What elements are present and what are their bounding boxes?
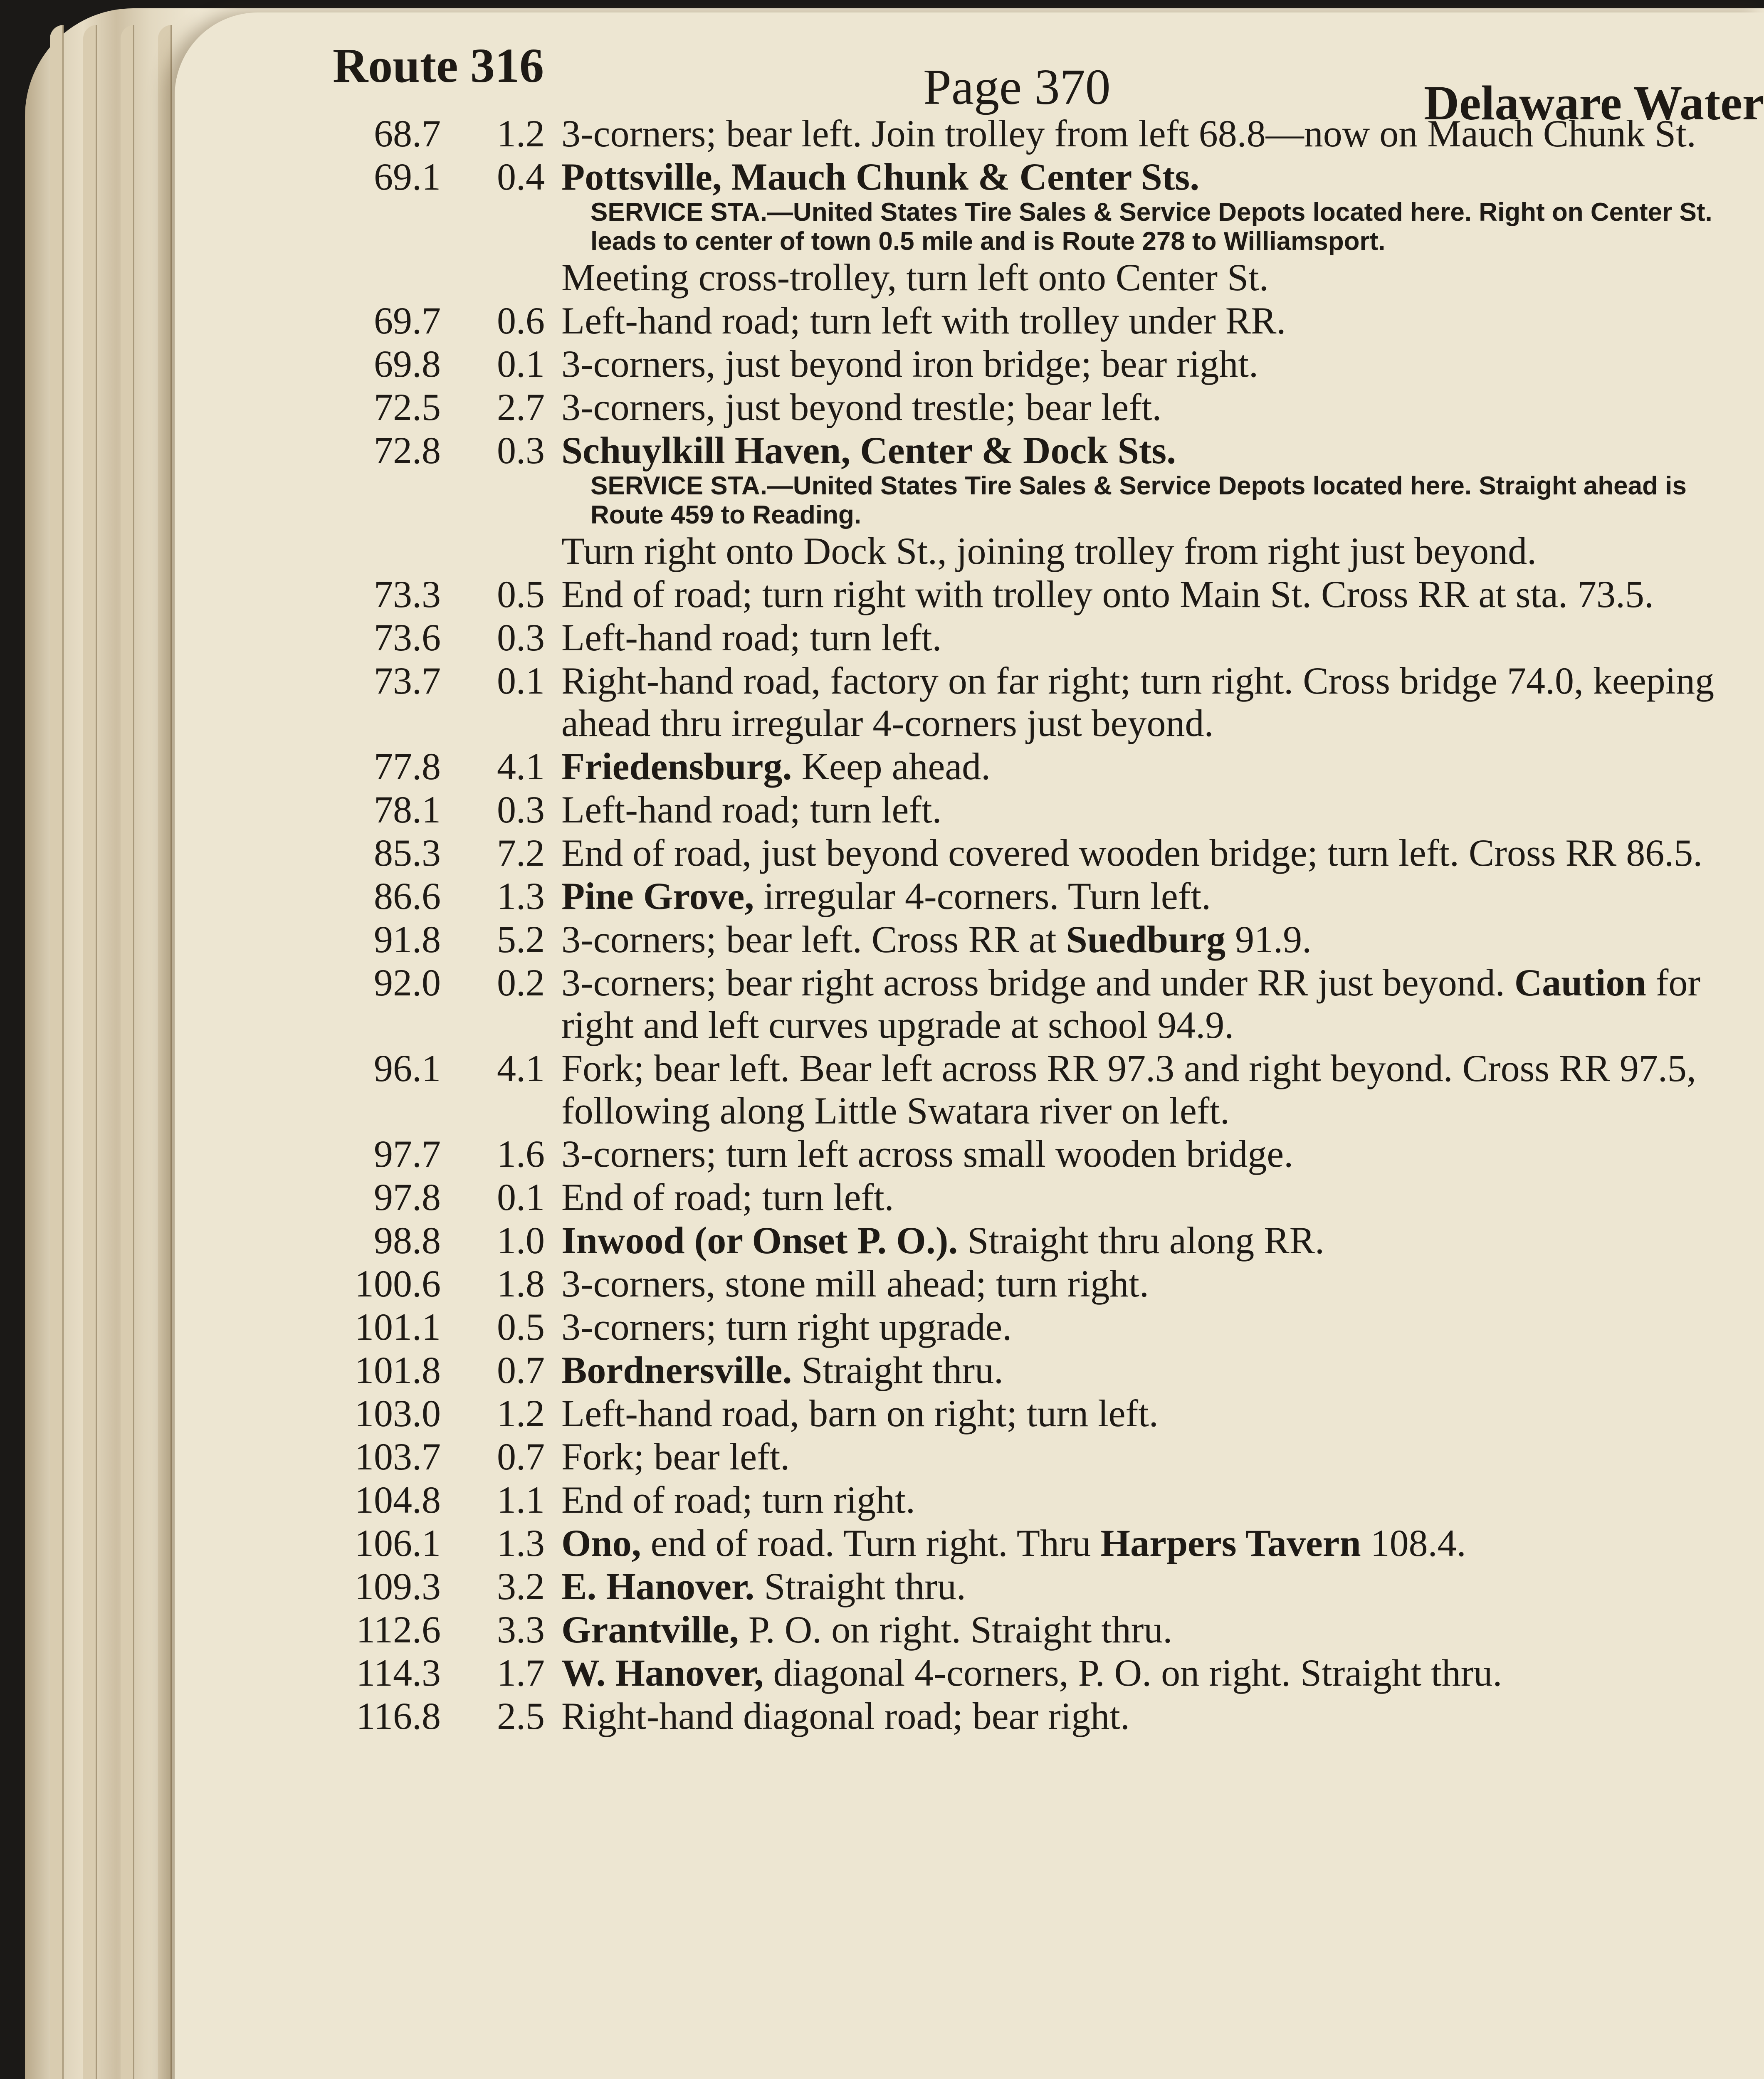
leg-distance: 1.0 (497, 1219, 545, 1262)
direction-fragment: Straight thru along RR. (958, 1219, 1324, 1262)
direction-fragment: irregular 4-corners. Turn left. (754, 875, 1211, 917)
route-entry (175, 1176, 1764, 1218)
service-station-label: SERVICE STA.— (590, 198, 793, 227)
leg-distance: 2.7 (497, 386, 545, 428)
route-entry (175, 1047, 1764, 1132)
mileage: 114.3 (356, 1652, 441, 1694)
route-entry (175, 1262, 1764, 1305)
direction-text (561, 343, 1742, 385)
leg-distance: 1.3 (497, 875, 545, 917)
direction-fragment: 3-corners, just beyond trestle; bear left. (561, 386, 1162, 428)
direction-fragment: Straight thru. (754, 1565, 966, 1607)
page-number: Page 370 (923, 59, 1111, 115)
direction-fragment: Fork; bear left. (561, 1435, 790, 1478)
leg-distance: 1.1 (497, 1479, 545, 1521)
mileage: 97.7 (374, 1133, 441, 1175)
place-name: Suedburg (1066, 918, 1226, 960)
direction-fragment: End of road, just beyond covered wooden bridge; turn left. Cross RR 86.5. (561, 832, 1703, 874)
direction-fragment: Right-hand diagonal road; bear right. (561, 1695, 1130, 1737)
direction-fragment: 91.9. (1225, 918, 1312, 960)
place-name: E. Hanover. (561, 1565, 755, 1607)
leg-distance: 0.2 (497, 961, 545, 1004)
route-entry (175, 156, 1764, 299)
route-entry (175, 299, 1764, 342)
mileage: 85.3 (374, 832, 441, 874)
direction-fragment: 3-corners; bear right across bridge and under RR just beyond. (561, 961, 1514, 1004)
direction-continuation: Turn right onto Dock St., joining trolley from right just beyond. (561, 530, 1537, 572)
route-entry (175, 659, 1764, 744)
direction-fragment: Left-hand road, barn on right; turn left. (561, 1392, 1159, 1435)
book-page (175, 12, 1764, 2079)
leg-distance: 0.7 (497, 1435, 545, 1478)
direction-fragment: Left-hand road; turn left with trolley under RR. (561, 299, 1286, 342)
direction-fragment: Right-hand road, factory on far right; turn right. Cross bridge 74.0, keeping ahead thru irregular 4-corners just beyond. (561, 659, 1715, 744)
leg-distance: 7.2 (497, 832, 545, 874)
route-number: Route 316 (333, 38, 544, 93)
place-name: Ono, (561, 1522, 641, 1564)
direction-fragment: End of road; turn right with trolley onto Main St. Cross RR at sta. 73.5. (561, 573, 1654, 615)
route-entry (175, 918, 1764, 960)
leg-distance: 0.4 (497, 156, 545, 198)
direction-fragment: 3-corners; turn left across small wooden bridge. (561, 1133, 1294, 1175)
service-station-label: SERVICE STA.— (590, 472, 793, 500)
page-leaf (83, 25, 97, 2079)
direction-text (561, 918, 1742, 960)
place-name: Grantville, (561, 1608, 739, 1651)
mileage: 116.8 (356, 1695, 441, 1737)
direction-text (561, 156, 1742, 198)
service-station-text: United States Tire Sales & Service Depots located here. Straight ahead is Route 459 to Reading. (590, 472, 1687, 529)
direction-fragment: Left-hand road; turn left. (561, 788, 942, 831)
mileage: 96.1 (374, 1047, 441, 1089)
direction-text (561, 1392, 1742, 1435)
direction-text (561, 745, 1742, 788)
mileage: 91.8 (374, 918, 441, 960)
leg-distance: 0.1 (497, 1176, 545, 1218)
mileage: 69.7 (374, 299, 441, 342)
mileage: 73.7 (374, 659, 441, 702)
mileage: 112.6 (356, 1608, 441, 1651)
direction-fragment: end of road. Turn right. Thru (641, 1522, 1101, 1564)
leg-distance: 0.3 (497, 788, 545, 831)
page-leaf (158, 25, 172, 2079)
direction-text (561, 1695, 1742, 1737)
mileage: 69.1 (374, 156, 441, 198)
leg-distance: 0.5 (497, 573, 545, 615)
route-entry (175, 1652, 1764, 1694)
place-name: Harpers Tavern (1100, 1522, 1361, 1564)
route-entry (175, 1349, 1764, 1391)
direction-text (561, 832, 1742, 874)
route-entry (175, 1306, 1764, 1348)
leg-distance: 0.6 (497, 299, 545, 342)
mileage: 109.3 (355, 1565, 441, 1607)
direction-text (561, 1349, 1742, 1391)
route-entry (175, 1695, 1764, 1737)
leg-distance: 0.3 (497, 429, 545, 472)
direction-text (561, 659, 1742, 744)
mileage: 104.8 (355, 1479, 441, 1521)
direction-fragment: diagonal 4-corners, P. O. on right. Straight thru. (763, 1652, 1502, 1694)
route-entry (175, 1565, 1764, 1607)
direction-fragment: P. O. on right. Straight thru. (739, 1608, 1173, 1651)
route-entry (175, 573, 1764, 615)
direction-fragment: for right and left curves upgrade at school 94.9. (561, 961, 1700, 1046)
leg-distance: 3.3 (497, 1608, 545, 1651)
direction-fragment: Left-hand road; turn left. (561, 616, 942, 659)
mileage: 73.3 (374, 573, 441, 615)
direction-text (561, 616, 1742, 659)
mileage: 68.7 (374, 112, 441, 155)
route-entry (175, 1608, 1764, 1651)
page-header (175, 29, 1764, 130)
route-entry (175, 1133, 1764, 1175)
place-name: Friedensburg. (561, 745, 792, 788)
mileage: 86.6 (374, 875, 441, 917)
place-name: Inwood (or Onset P. O.). (561, 1219, 958, 1262)
place-name: W. Hanover, (561, 1652, 764, 1694)
direction-fragment: End of road; turn left. (561, 1176, 894, 1218)
mileage: 101.1 (355, 1306, 441, 1348)
route-entry (175, 429, 1764, 572)
direction-continuation: Meeting cross-trolley, turn left onto Center St. (561, 256, 1269, 299)
direction-text (561, 1219, 1742, 1262)
direction-fragment: End of road; turn right. (561, 1479, 915, 1521)
direction-text (561, 1435, 1742, 1478)
direction-fragment: 3-corners, just beyond iron bridge; bear right. (561, 343, 1258, 385)
leg-distance: 1.3 (497, 1522, 545, 1564)
direction-text (561, 1047, 1742, 1132)
direction-text (561, 1262, 1742, 1305)
service-station-note (590, 198, 1751, 256)
direction-text (561, 112, 1742, 155)
route-entry (175, 1392, 1764, 1435)
direction-fragment: 3-corners; turn right upgrade. (561, 1306, 1012, 1348)
section-title: Delaware Water (1423, 76, 1764, 130)
leg-distance: 0.1 (497, 659, 545, 702)
route-entry (175, 1219, 1764, 1262)
mileage: 72.8 (374, 429, 441, 472)
leg-distance: 0.5 (497, 1306, 545, 1348)
mileage: 97.8 (374, 1176, 441, 1218)
route-entry (175, 386, 1764, 428)
route-entry (175, 1522, 1764, 1564)
route-entry (175, 616, 1764, 659)
leg-distance: 4.1 (497, 1047, 545, 1089)
route-entry (175, 961, 1764, 1046)
route-entry (175, 1435, 1764, 1478)
mileage: 72.5 (374, 386, 441, 428)
service-station-text: United States Tire Sales & Service Depots located here. Right on Center St. leads to center of town 0.5 mile and is Route 278 to Williamsport. (590, 198, 1712, 256)
mileage: 78.1 (374, 788, 441, 831)
leg-distance: 1.2 (497, 1392, 545, 1435)
route-directions (175, 112, 1764, 1738)
route-entry (175, 745, 1764, 788)
direction-text (561, 429, 1742, 472)
place-name: Bordnersville. (561, 1349, 792, 1391)
direction-fragment: Keep ahead. (792, 745, 991, 788)
direction-fragment: 3-corners, stone mill ahead; turn right. (561, 1262, 1149, 1305)
place-name: Schuylkill Haven, Center & Dock Sts. (561, 429, 1176, 472)
leg-distance: 0.7 (497, 1349, 545, 1391)
route-entry (175, 343, 1764, 385)
direction-text (561, 1608, 1742, 1651)
leg-distance: 2.5 (497, 1695, 545, 1737)
direction-fragment: Straight thru. (792, 1349, 1004, 1391)
mileage: 103.7 (355, 1435, 441, 1478)
leg-distance: 0.3 (497, 616, 545, 659)
direction-text (561, 788, 1742, 831)
direction-fragment: 3-corners; bear left. Cross RR at (561, 918, 1066, 960)
place-name: Pine Grove, (561, 875, 754, 917)
mileage: 77.8 (374, 745, 441, 788)
leg-distance: 1.7 (497, 1652, 545, 1694)
mileage: 69.8 (374, 343, 441, 385)
direction-text (561, 1306, 1742, 1348)
direction-text (561, 875, 1742, 917)
leg-distance: 3.2 (497, 1565, 545, 1607)
direction-fragment: 3-corners; bear left. Join trolley from left 68.8—now on Mauch Chunk St. (561, 112, 1696, 155)
route-entry (175, 788, 1764, 831)
page-leaf (50, 25, 64, 2079)
leg-distance: 1.8 (497, 1262, 545, 1305)
direction-text (561, 1522, 1742, 1564)
place-name: Caution (1514, 961, 1646, 1004)
page-leaf (121, 25, 134, 2079)
place-name: Pottsville, Mauch Chunk & Center Sts. (561, 156, 1200, 198)
direction-fragment: 108.4. (1361, 1522, 1466, 1564)
route-entry (175, 112, 1764, 155)
direction-text (561, 1479, 1742, 1521)
leg-distance: 5.2 (497, 918, 545, 960)
mileage: 106.1 (355, 1522, 441, 1564)
leg-distance: 1.2 (497, 112, 545, 155)
direction-text (561, 1652, 1742, 1694)
direction-text (561, 1565, 1742, 1607)
direction-text (561, 1133, 1742, 1175)
direction-fragment: Fork; bear left. Bear left across RR 97.3 and right beyond. Cross RR 97.5, following along Little Swatara river on left. (561, 1047, 1696, 1132)
mileage: 103.0 (355, 1392, 441, 1435)
mileage: 92.0 (374, 961, 441, 1004)
direction-text (561, 1176, 1742, 1218)
service-station-note (590, 472, 1751, 530)
leg-distance: 4.1 (497, 745, 545, 788)
direction-text (561, 573, 1742, 615)
direction-text (561, 299, 1742, 342)
mileage: 101.8 (355, 1349, 441, 1391)
leg-distance: 1.6 (497, 1133, 545, 1175)
leg-distance: 0.1 (497, 343, 545, 385)
route-entry (175, 832, 1764, 874)
direction-text (561, 961, 1742, 1046)
mileage: 98.8 (374, 1219, 441, 1262)
direction-text (561, 386, 1742, 428)
mileage: 100.6 (355, 1262, 441, 1305)
route-entry (175, 1479, 1764, 1521)
mileage: 73.6 (374, 616, 441, 659)
route-entry (175, 875, 1764, 917)
